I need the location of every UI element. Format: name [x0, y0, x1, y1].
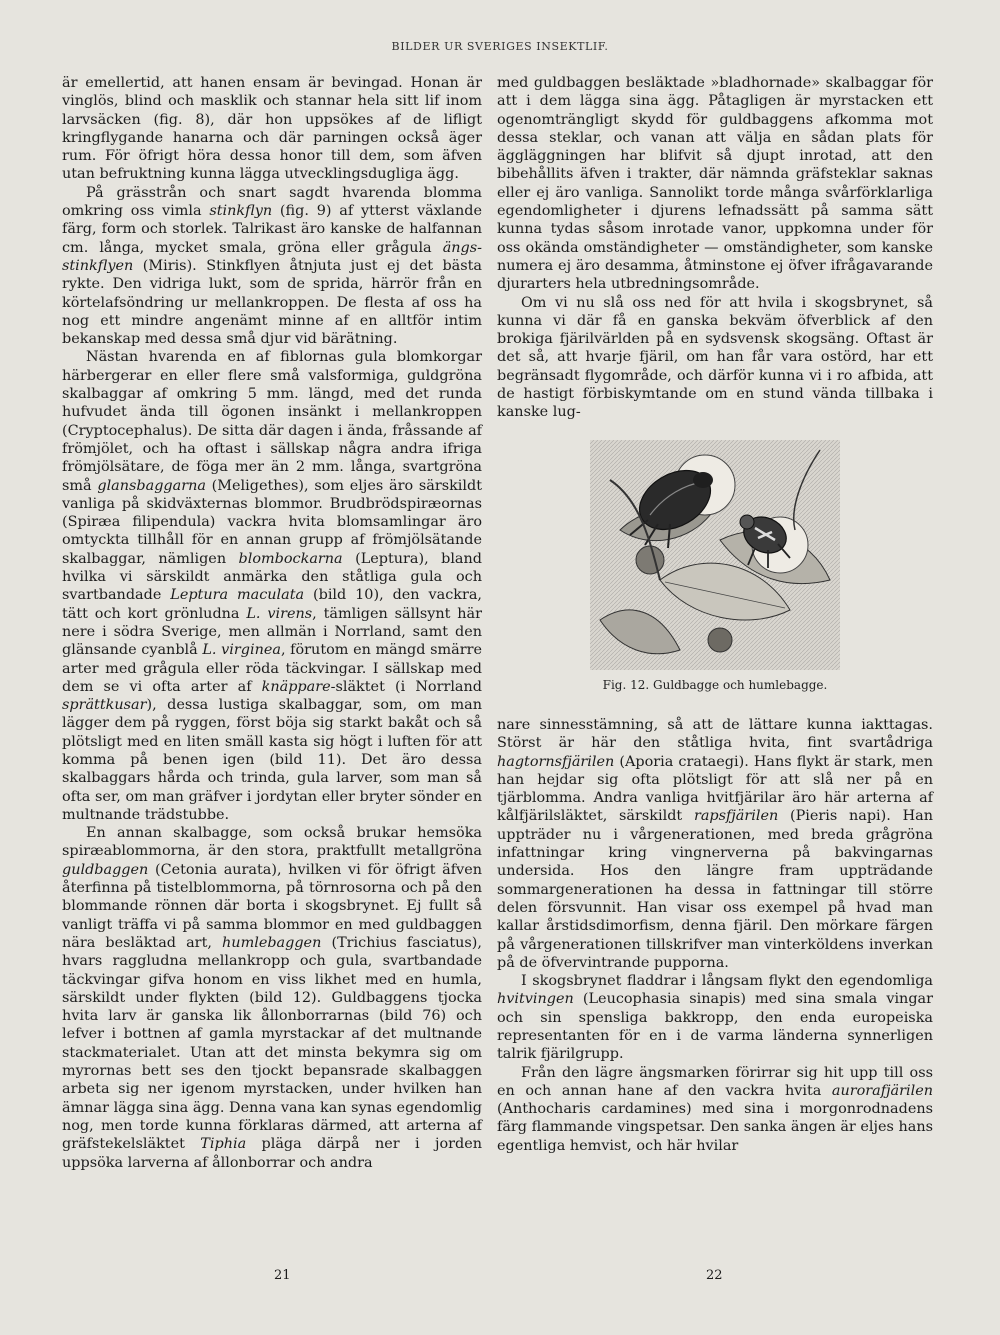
page-number-left: 21 [274, 1268, 291, 1283]
paragraph: Om vi nu slå oss ned för att hvila i skogsbrynet, så kunna vi där få en ganska bekväm öfverblick af den brokiga fjärilvärlden på en sydsvensk skogsäng. Oftast är det så, att hvarje fjäril, om han får vara ostörd, har ett begränsadt flygområde, och därför kunna vi i ro afbida, att de hastigt förbiskymtande om en stund vända tillbaka i kanske lug- [497, 294, 933, 421]
paragraph: En annan skalbagge, som också brukar hemsöka spiræablommorna, är den stora, praktfullt metallgröna guldbaggen (Cetonia aurata), hvilken vi för öfrigt äfven återfinna på tistelblommorna, på törnrosorna och på den blommande rönnen där borta i skogsbrynet. Ej fullt så vanligt träffa vi på samma blommor en med guldbaggen nära besläktad art, humlebaggen (Trichius fasciatus), hvars raggludna mellankropp och gula, svartbandade täckvingar gifva honom en viss likhet med en humla, särskildt under flykten (bild 12). Guldbaggens tjocka hvita larv är ganska lik ållonborrarnas (bild 76) och lefver i bottnen af gamla myrstackar af det multnande stackmaterialet. Utan att det minsta bekymra sig om myrornas bett ses den tjockt bepansrade skalbaggen arbeta sig ner igenom myrstacken, under hvilken han ämnar lägga sina ägg. Denna vana kan synas egendomlig nog, men torde kunna förklaras därmed, att arterna af gräfstekelsläktet Tiphia pläga därpå ner i jorden uppsöka larverna af ållonborrar och andra [62, 825, 482, 1171]
right-column [497, 74, 933, 1155]
figure-caption: Fig. 12. Guldbagge och humlebagge. [602, 677, 828, 692]
paragraph: med guldbaggen besläktade »bladhornade» skalbaggar för att i dem lägga sina ägg. Påtagligen är myrstacken ett ogenomträngligt skydd för guldbaggens afkomma mot dessa steklar, och vanan att välja en sådan plats för äggläggningen har blifvit så djupt inrotad, att den bibehållits äfven i trakter, där nämnda gräfsteklar saknas eller ej äro vanliga. Sannolikt torde många svårförklarliga egendomligheter i djurens lefnadssätt på samma sätt kunna tydas såsom inrotade vanor, uppkomna under för oss okända omständigheter — omständigheter, som kanske numera ej äro desamma, åtminstone ej öfver ifrågavarande djurarters hela utbredningsområde. [497, 75, 933, 293]
page-number-right: 22 [706, 1268, 723, 1283]
running-head: BILDER UR SVERIGES INSEKTLIF. [391, 40, 609, 53]
paragraph: I skogsbrynet fladdrar i långsam flykt den egendomliga hvitvingen (Leucophasia sinapis) med sina smala vingar och sin spensliga bakkropp, den enda europeiska representanten för en i de varma länderna synnerligen talrik fjärilgrupp. [497, 973, 933, 1063]
paragraph: Nästan hvarenda en af fiblornas gula blomkorgar härbergerar en eller flere små valsformiga, guldgröna skalbaggar af omkring 5 mm. längd, med det runda hufvudet ända till ögonen insänkt i mellankroppen (Cryptocephalus). De sitta där dagen i ända, fråssande af frömjölet, och ha oftast i sällskap några andra ifriga frömjölsätare, de föga mer än 2 mm. långa, svartgröna små glansbaggarna (Meligethes), som eljes äro särskildt vanliga på skidväxternas blommor. Brudbrödspiræornas (Spiræa filipendula) vackra hvita blomsamlingar äro omtyckta tillhåll för en annan grupp af frömjölsätande skalbaggar, nämligen blombockarna (Leptura), bland hvilka vi särskildt anmärka den ståtliga gula och svartbandade Leptura maculata (bild 10), den vackra, tätt och kort grönludna L. virens, tämligen sällsynt här nere i södra Sverige, men allmän i Norrland, samt den glänsande cyanblå L. virginea, förutom en mängd smärre arter med grågula eller röda täckvingar. I sällskap med dem se vi ofta arter af knäppare-släktet (i Norrland sprättkusar), dessa lustiga skalbaggar, som, om man lägger dem på ryggen, först böja sig starkt bakåt och så plötsligt med en liten smäll kasta sig högt i luften för att komma på benen igen (bild 11). Det äro dessa skalbaggars hårda och trinda, gula larver, som man så ofta ser, om man gräfver i jordytan eller bryter sönder en multnande trädstubbe. [62, 349, 483, 823]
paragraph: Från den lägre ängsmarken förirrar sig hit upp till oss en och annan hane af den vackra hvita aurorafjärilen (Anthocharis cardamines) med sina i morgonrodnadens färg flammande vingspetsar. Den sanka ängen är eljes hans egentliga hemvist, och här hvilar [497, 1064, 933, 1154]
left-column [62, 74, 482, 1172]
figure-12 [497, 440, 933, 694]
paragraph: På grässtrån och snart sagdt hvarenda blomma omkring oss vimla stinkflyn (fig. 9) af ytterst växlande färg, form och storlek. Talrikast äro kanske de halfannan cm. långa, mycket smala, gröna eller grågula ängs-stinkflyen (Miris). Stinkflyen åtnjuta just ej det bästa rykte. Den vidriga lukt, som de sprida, härrör från en körtelafsöndring ur mellankroppen. De flesta af oss ha nog ett mindre angenämt minne af en alltför intim bekanskap med dessa små djur vid bärätning. [62, 184, 482, 348]
beetle-illustration [590, 440, 840, 670]
right-column-top-text [497, 74, 933, 422]
paragraph: är emellertid, att hanen ensam är bevingad. Honan är vinglös, blind och masklik och stannar hela sitt lif inom larvsäcken (fig. 8), där hon uppsökes af de lifligt kringflygande hanarna och där parningen också äger rum. För öfrigt höra dessa honor till dem, som äfven utan befruktning kunna lägga utvecklingsdugliga ägg. [62, 75, 482, 183]
right-column-bottom-text [497, 716, 933, 1155]
paragraph: nare sinnesstämning, så att de lättare kunna iakttagas. Störst är här den ståtliga hvita, fint svartådriga hagtornsfjärilen (Aporia crataegi). Hans flykt är stark, men han hejdar sig ofta plötsligt för att slå ner på en tjärblomma. Andra vanliga hvitfjärilar äro här arterna af kålfjärilsläktet, särskildt rapsfjärilen (Pieris napi). Han uppträder nu i vårgenerationen, med breda grågröna infattningar kring vingnerverna på bakvingarnas undersida. Hos den längre fram uppträdande sommargenerationen ha dessa in fattningar till större delen försvunnit. Han visar oss exempel på hvad man kallar årstidsdimorfism, denna fjäril. Den mörkare färgen på vårgenerationen tillskrifver man vinterköldens inverkan på de öfvervintrande pupporna. [497, 716, 933, 971]
